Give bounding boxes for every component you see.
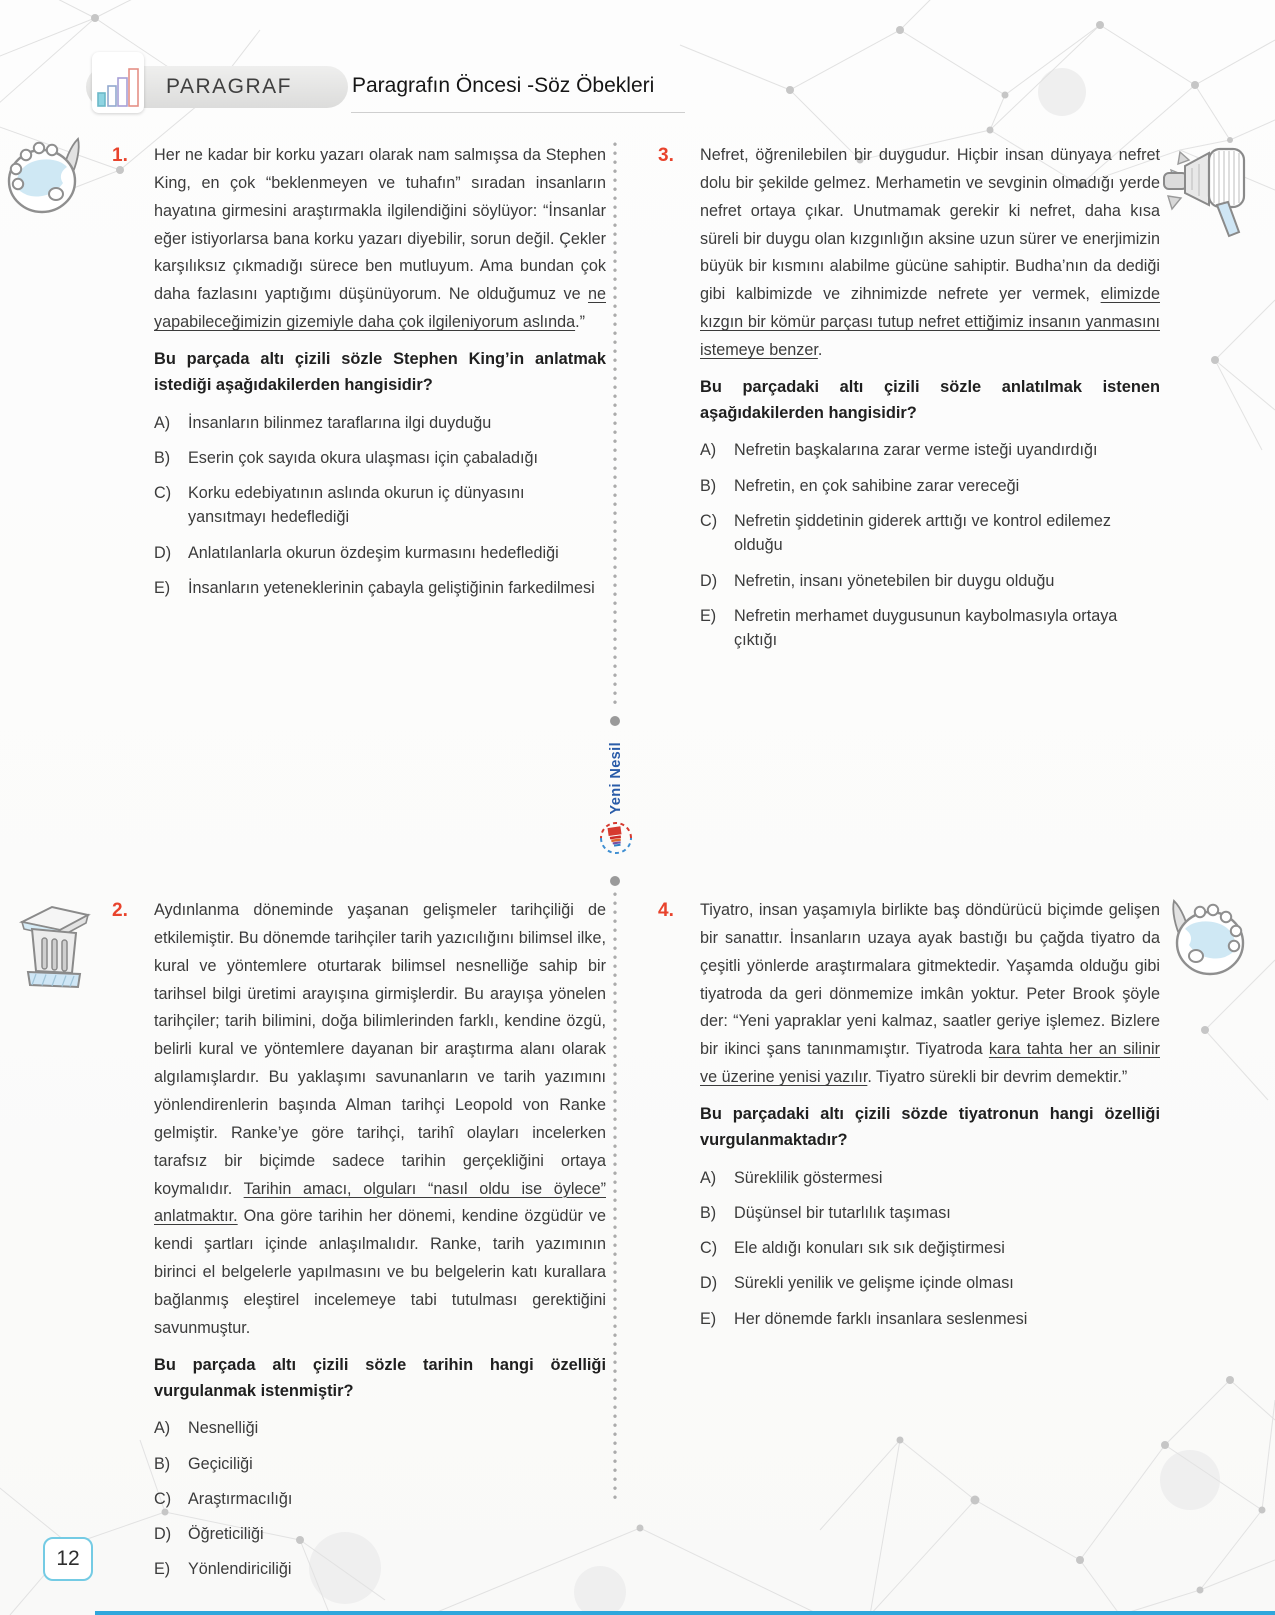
option-text: Eserin çok sayıda okura ulaşması için çabaladığı xyxy=(188,448,539,467)
option-letter: A) xyxy=(154,1419,171,1438)
option-letter: B) xyxy=(154,448,171,467)
question-paragraph xyxy=(154,897,606,1343)
option-b xyxy=(700,1201,1160,1225)
dotted-divider xyxy=(613,142,617,706)
underlined-phrase: elimizde kızgın bir kömür parçası tutup nefret ettiğimiz insanın yanmasını istemeye benzer xyxy=(700,285,1160,360)
divider-dot xyxy=(610,876,620,886)
option-text: Yönlendiriciliği xyxy=(188,1560,292,1579)
question-prompt: Bu parçada altı çizili sözle tarihin hangi özelliği vurgulanmak istenmiştir? xyxy=(154,1355,606,1400)
question-number: 4. xyxy=(658,900,674,921)
paragraph-text: Aydınlanma döneminde yaşanan gelişmeler tarihçiliği de etkilemiştir. Bu dönemde tarihçiler tarih yazıcılığını bilimsel ilke, kural ve yöntemlere oturtarak bilimsel nesnelliğe sahip bir tarihsel bilgi üretimi arayışına girmişlerdir. Bu arayışa yönelen tarihçiler; tarih bilimini, doğa bilimlerinden farklı, kendine özgü, belirli kural ve yöntemlere dayanan bir araştırma alanı olarak algılamışlardır. Bu yaklaşımı savunanların ve tarih yazımını yönlendirenlerin başında Alman tarihçi Leopold von Ranke gelmiştir. Ranke’ye göre tarihçi, tarihî olayları incelerken tarafsız bir biçimde sadece tarihin gerçekliğini ortaya koymalıdır. xyxy=(154,901,606,1198)
question-1 xyxy=(112,142,606,611)
option-d xyxy=(700,1271,1160,1295)
option-b xyxy=(700,474,1160,498)
underlined-phrase: ne yapabileceğimizin gizemiyle daha çok ilgileniyorum aslında xyxy=(154,285,606,332)
option-text: Geçiciliği xyxy=(188,1454,253,1473)
title-underline xyxy=(351,112,685,113)
option-a xyxy=(154,1416,606,1440)
option-text: Araştırmacılığı xyxy=(188,1489,293,1508)
question-prompt: Bu parçadaki altı çizili sözle anlatılmak istenen aşağıdakilerden hangisidir? xyxy=(700,377,1160,423)
paragraph-text: Her ne kadar bir korku yazarı olarak nam salmışsa da Stephen King, en çok “beklenmeyen ve tuhafın” sıradan insanların hayatına girmesini araştırmakla ilgilendiğini söylüyor: “İnsanlar eğer istiyorlarsa bana korku yazarı diyebilir, sorun değil. Çekler karşılıksız çıkmadığı sürece ben mutluyum. Ama bundan çok daha fazlasını yaptığımı düşünüyorum. Ne olduğumuz ve xyxy=(154,146,606,304)
option-text: Her dönemde farklı insanlara seslenmesi xyxy=(734,1309,1028,1328)
option-a xyxy=(700,1166,1160,1190)
options-list xyxy=(700,1166,1160,1331)
option-c xyxy=(154,1487,606,1511)
question-paragraph xyxy=(700,142,1160,365)
option-c xyxy=(700,509,1160,558)
section-badge-label: PARAGRAF xyxy=(166,75,292,98)
divider-dot xyxy=(610,716,620,726)
option-letter: A) xyxy=(154,413,171,432)
option-text: Nefretin, insanı yönetebilen bir duygu olduğu xyxy=(734,571,1055,590)
option-c xyxy=(700,1236,1160,1260)
option-e xyxy=(154,576,606,600)
option-d xyxy=(700,569,1160,593)
option-letter: D) xyxy=(700,571,718,590)
options-list xyxy=(700,438,1160,652)
option-letter: D) xyxy=(154,1525,172,1544)
option-text: Anlatılanlarla okurun özdeşim kurmasını hedeflediği xyxy=(188,543,559,562)
page-title: Paragrafın Öncesi -Söz Öbekleri xyxy=(352,74,655,97)
option-b xyxy=(154,446,606,470)
option-text: Nesnelliği xyxy=(188,1419,259,1438)
option-text: Öğreticiliği xyxy=(188,1525,264,1544)
option-d xyxy=(154,541,606,565)
paragraph-text: Tiyatro, insan yaşamıyla birlikte baş döndürücü biçimde gelişen bir sanattır. İnsanların uzaya ayak bastığı bu çağda tiyatro da çeşitli yönlerde araştırmalara gitmektedir. Yaşamda olduğu gibi tiyatroda da geri dönmemize imkân yoktur. Peter Brook şöyle der: “Yeni yapraklar yeni kalmaz, saatler geriye işlemez. Bizlere bir ikinci şans tanınmamıştır. Tiyatroda xyxy=(700,901,1160,1059)
option-e xyxy=(154,1557,606,1581)
publisher-logo xyxy=(590,742,642,858)
option-letter: E) xyxy=(700,606,717,625)
palette-brush-icon xyxy=(1156,898,1246,985)
option-a xyxy=(700,438,1160,462)
paragraph-text: Nefret, öğrenilebilen bir duygudur. Hiçbir insan dünyaya nefret dolu bir şekilde gelmez. Merhametin ve sevginin olmadığı yerde nefret ortaya çıkar. Unutmamak gerekir ki nefret, daha kısa süreli bir duygu olan kızgınlığın aksine uzun sürer ve enerjimizin büyük bir kısmını alabilme gücüne sahiptir. Budha’nın da dediği gibi kalbimizde ve zihnimizde nefrete yer vermek, xyxy=(700,146,1160,304)
option-text: Ele aldığı konuları sık sık değiştirmesi xyxy=(734,1239,1005,1258)
question-number: 1. xyxy=(112,145,128,166)
option-letter: A) xyxy=(700,1168,717,1187)
option-letter: C) xyxy=(700,1239,718,1258)
option-text: Nefretin merhamet duygusunun kaybolmasıyla ortaya çıktığı xyxy=(734,606,1118,650)
option-letter: E) xyxy=(154,1560,171,1579)
paragraph-text-end: .” xyxy=(575,313,585,332)
option-letter: D) xyxy=(700,1274,718,1293)
option-letter: B) xyxy=(154,1454,171,1473)
page-number-badge xyxy=(43,1537,93,1581)
underlined-phrase: Tarihin amacı, olguları “nasıl oldu ise öylece” anlatmaktır. xyxy=(154,1179,606,1226)
option-letter: E) xyxy=(700,1309,717,1328)
option-letter: C) xyxy=(154,1489,172,1508)
options-list xyxy=(154,411,606,601)
option-text: Sürekli yenilik ve gelişme içinde olması xyxy=(734,1274,1014,1293)
section-badge xyxy=(86,66,348,108)
options-list xyxy=(154,1416,606,1581)
question-prompt: Bu parçadaki altı çizili sözde tiyatronun hangi özelliği vurgulanmaktadır? xyxy=(700,1105,1160,1150)
option-letter: E) xyxy=(154,579,171,597)
option-letter: C) xyxy=(154,484,172,503)
option-text: Süreklilik göstermesi xyxy=(734,1168,883,1187)
question-number: 2. xyxy=(112,900,128,921)
option-letter: B) xyxy=(700,476,717,495)
option-a xyxy=(154,411,606,435)
option-text: İnsanların bilinmez taraflarına ilgi duyduğu xyxy=(188,413,492,432)
publisher-name: Yeni Nesil xyxy=(608,742,624,815)
dotted-divider xyxy=(613,892,617,1504)
option-text: Nefretin başkalarına zarar verme isteği uyandırdığı xyxy=(734,441,1098,460)
underlined-phrase: kara tahta her an silinir ve üzerine yenisi yazılır xyxy=(700,1040,1160,1087)
option-text: Nefretin şiddetinin giderek arttığı ve kontrol edilemez olduğu xyxy=(734,511,1111,555)
page-number: 12 xyxy=(56,1547,80,1570)
option-text: Düşünsel bir tutarlılık taşıması xyxy=(734,1203,951,1222)
option-letter: C) xyxy=(700,511,718,530)
option-text: Korku edebiyatının aslında okurun iç dünyasını yansıtmayı hedeflediği xyxy=(188,484,525,527)
question-4 xyxy=(658,897,1160,1342)
option-d xyxy=(154,1522,606,1546)
option-e xyxy=(700,604,1160,653)
option-b xyxy=(154,1452,606,1476)
question-paragraph xyxy=(154,142,606,337)
palette-brush-icon xyxy=(6,136,96,223)
option-letter: B) xyxy=(700,1203,717,1222)
option-letter: A) xyxy=(700,441,717,460)
paragraph-text-end: . xyxy=(817,341,823,360)
megaphone-icon xyxy=(1150,140,1258,247)
question-3 xyxy=(658,142,1160,663)
question-prompt: Bu parçada altı çizili sözle Stephen King’in anlatmak istediği aşağıdakilerden hangisidir? xyxy=(154,350,606,395)
bottom-accent-bar xyxy=(95,1611,1275,1615)
question-2 xyxy=(112,897,606,1593)
option-text: İnsanların yeteneklerinin çabayla geliştiğinin farkedilmesi xyxy=(188,579,595,597)
option-text: Nefretin, en çok sahibine zarar vereceği xyxy=(734,476,1020,495)
dashed-circle-bars-logo xyxy=(596,818,636,858)
option-c xyxy=(154,481,606,530)
option-letter: D) xyxy=(154,543,172,562)
lectern-icon xyxy=(12,896,96,997)
question-paragraph xyxy=(700,897,1160,1092)
question-number: 3. xyxy=(658,145,674,166)
paragraph-text-end: . Tiyatro sürekli bir devrim demektir.” xyxy=(867,1068,1128,1087)
option-e xyxy=(700,1307,1160,1331)
paragraph-text-end: Ona göre tarihin her dönemi, kendine özgüdür ve kendi şartları içinde anlaşılmalıdır. Ranke, tarih yazımının birinci el belgelerle yapılmasını ve bu belgelerin katı kurallara bağlanmış eleştirel incelemeye tabi tutulması gerektiğini savunmuştur. xyxy=(154,1207,606,1337)
bar-chart-icon xyxy=(92,52,144,113)
